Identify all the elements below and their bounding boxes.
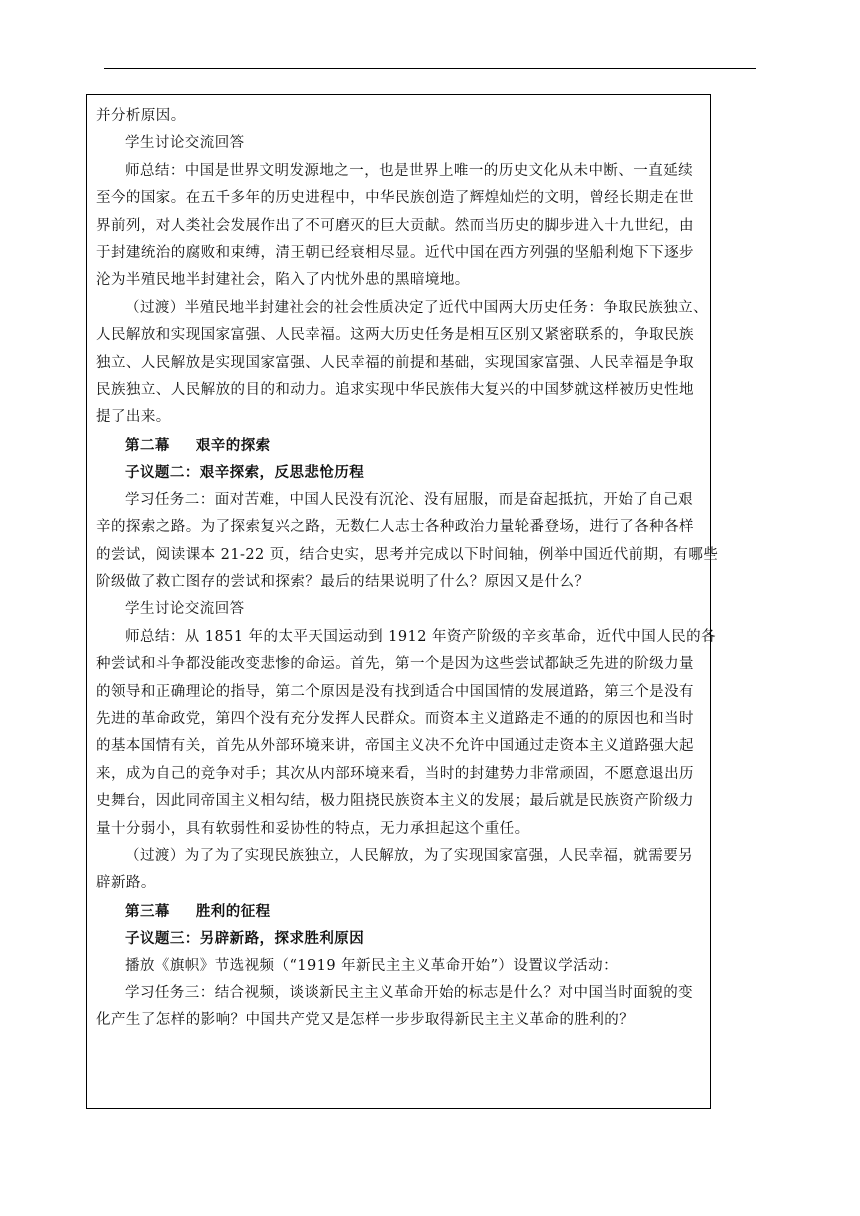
text-line: 播放《旗帜》节选视频（“1919 年新民主主义革命开始”）设置议学活动： [125, 957, 619, 974]
act-title: 胜利的征程 [195, 902, 271, 920]
text-line: 师总结：从 1851 年的太平天国运动到 1912 年资产阶级的辛亥革命，近代中国人民的各 [125, 628, 716, 645]
subtopic-heading: 子议题二：艰辛探索，反思悲怆历程 [125, 464, 365, 482]
text-line: 的领导和正确理论的指导，第二个原因是没有找到适合中国国情的发展道路，第三个是没有 [96, 683, 694, 700]
text-line: 独立、人民解放是实现国家富强、人民幸福的前提和基础，实现国家富强、人民幸福是争取 [96, 354, 694, 371]
text-line: 师总结：中国是世界文明发源地之一，也是世界上唯一的历史文化从未中断、一直延续 [125, 162, 694, 179]
text-line: 沦为半殖民地半封建社会，陷入了内忧外患的黑暗境地。 [96, 272, 470, 289]
text-line: 辟新路。 [96, 875, 156, 892]
text-line: 于封建统治的腐败和束缚，清王朝已经衰相尽显。近代中国在西方列强的坚船利炮下下逐步 [96, 245, 694, 262]
act-label: 第三幕 [125, 902, 170, 920]
subtopic-heading: 子议题三：另辟新路，探求胜利原因 [125, 930, 365, 948]
text-line: 量十分弱小，具有软弱性和妥协性的特点，无力承担起这个重任。 [96, 820, 530, 837]
text-line: 先进的革命政党，第四个没有充分发挥人民群众。而资本主义道路走不通的的原因也和当时 [96, 710, 694, 727]
text-line: （过渡）半殖民地半封建社会的社会性质决定了近代中国两大历史任务：争取民族独立、 [125, 299, 709, 316]
text-line: 史舞台，因此同帝国主义相勾结，极力阻挠民族资本主义的发展；最后就是民族资产阶级力 [96, 793, 694, 810]
act-title: 艰辛的探索 [195, 436, 271, 454]
text-line: 界前列，对人类社会发展作出了不可磨灭的巨大贡献。然而当历史的脚步进入十九世纪，由 [96, 217, 694, 234]
text-line: 提了出来。 [96, 409, 171, 426]
text-line: 种尝试和斗争都没能改变悲惨的命运。首先，第一个是因为这些尝试都缺乏先进的阶级力量 [96, 656, 694, 673]
text-line: （过渡）为了为了实现民族独立，人民解放，为了实现国家富强，人民幸福，就需要另 [125, 847, 694, 864]
text-line: 民族独立、人民解放的目的和动力。追求实现中华民族伟大复兴的中国梦就这样被历史性地 [96, 382, 694, 399]
text-line: 阶级做了救亡图存的尝试和探索？最后的结果说明了什么？原因又是什么？ [96, 573, 590, 590]
act-label: 第二幕 [125, 436, 170, 454]
header-rule [104, 68, 756, 69]
text-line: 人民解放和实现国家富强、人民幸福。这两大历史任务是相互区别又紧密联系的，争取民族 [96, 327, 694, 344]
text-line: 并分析原因。 [96, 108, 186, 124]
text-line: 学习任务三：结合视频，谈谈新民主主义革命开始的标志是什么？对中国当时面貌的变 [125, 985, 694, 1001]
text-line: 学习任务二：面对苦难，中国人民没有沉沦、没有屈服，而是奋起抵抗，开始了自己艰 [125, 491, 694, 508]
act-heading [96, 432, 700, 459]
text-line: 辛的探索之路。为了探索复兴之路，无数仁人志士各种政治力量轮番登场，进行了各种各样 [96, 519, 694, 536]
text-line: 学生讨论交流回答 [125, 601, 245, 618]
text-line: 来，成为自己的竞争对手；其次从内部环境来看，当时的封建势力非常顽固，不愿意退出历 [96, 765, 694, 782]
text-line: 的基本国情有关，首先从外部环境来讲，帝国主义决不允许中国通过走资本主义道路强大起 [96, 738, 694, 755]
text-line: 的尝试，阅读课本 21-22 页，结合史实，思考并完成以下时间轴，例举中国近代前期，有哪些 [96, 546, 719, 563]
text-line: 学生讨论交流回答 [125, 135, 245, 152]
act-heading [96, 898, 700, 925]
text-line: 化产生了怎样的影响？中国共产党又是怎样一步步取得新民主主义革命的胜利的？ [96, 1012, 635, 1029]
text-line: 至今的国家。在五千多年的历史进程中，中华民族创造了辉煌灿烂的文明，曾经长期走在世 [96, 190, 694, 207]
content-table-cell [86, 94, 719, 1109]
